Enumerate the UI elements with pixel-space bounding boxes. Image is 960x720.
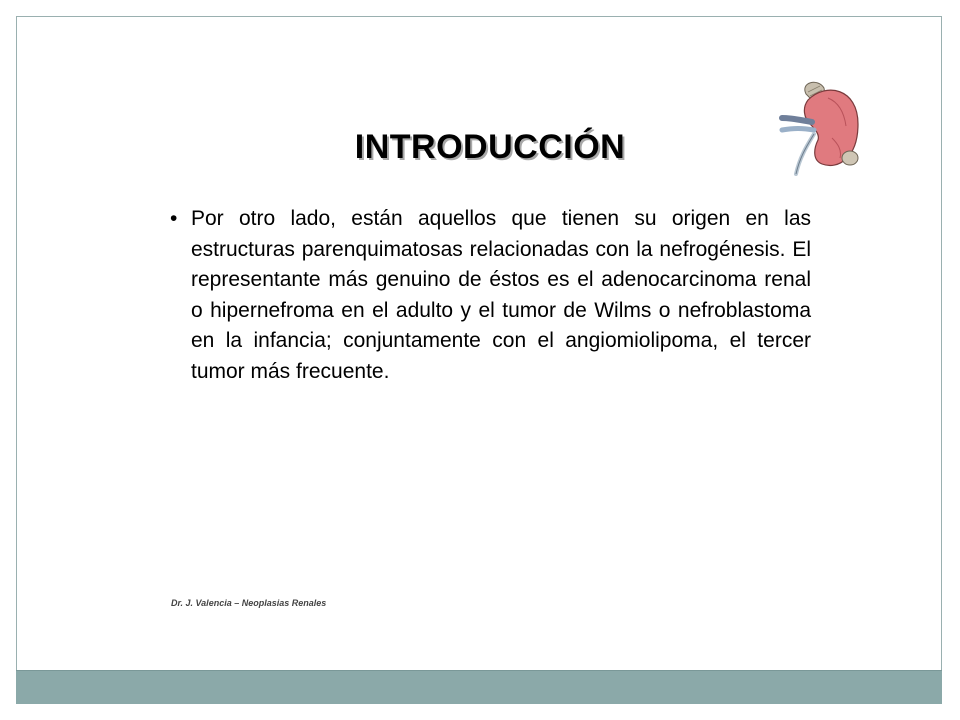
bullet-item bbox=[168, 204, 811, 388]
footer-note: Dr. J. Valencia – Neoplasias Renales bbox=[171, 598, 327, 608]
bottom-band bbox=[16, 670, 942, 704]
slide-title: INTRODUCCIÓN bbox=[354, 128, 626, 166]
bullet-text: Por otro lado, están aquellos que tienen su origen en las estructuras parenquimatosas relacionadas con la nefrogénesis. El representante más genuino de éstos es el adenocarcinoma renal o hipernefroma en el adulto y el tumor de Wilms o nefroblastoma en la infancia; conjuntamente con el angiomiolipoma, el tercer tumor más frecuente. bbox=[191, 207, 811, 383]
kidney-icon bbox=[778, 78, 864, 176]
content-list bbox=[168, 204, 811, 388]
bullet-marker: • bbox=[170, 207, 178, 230]
